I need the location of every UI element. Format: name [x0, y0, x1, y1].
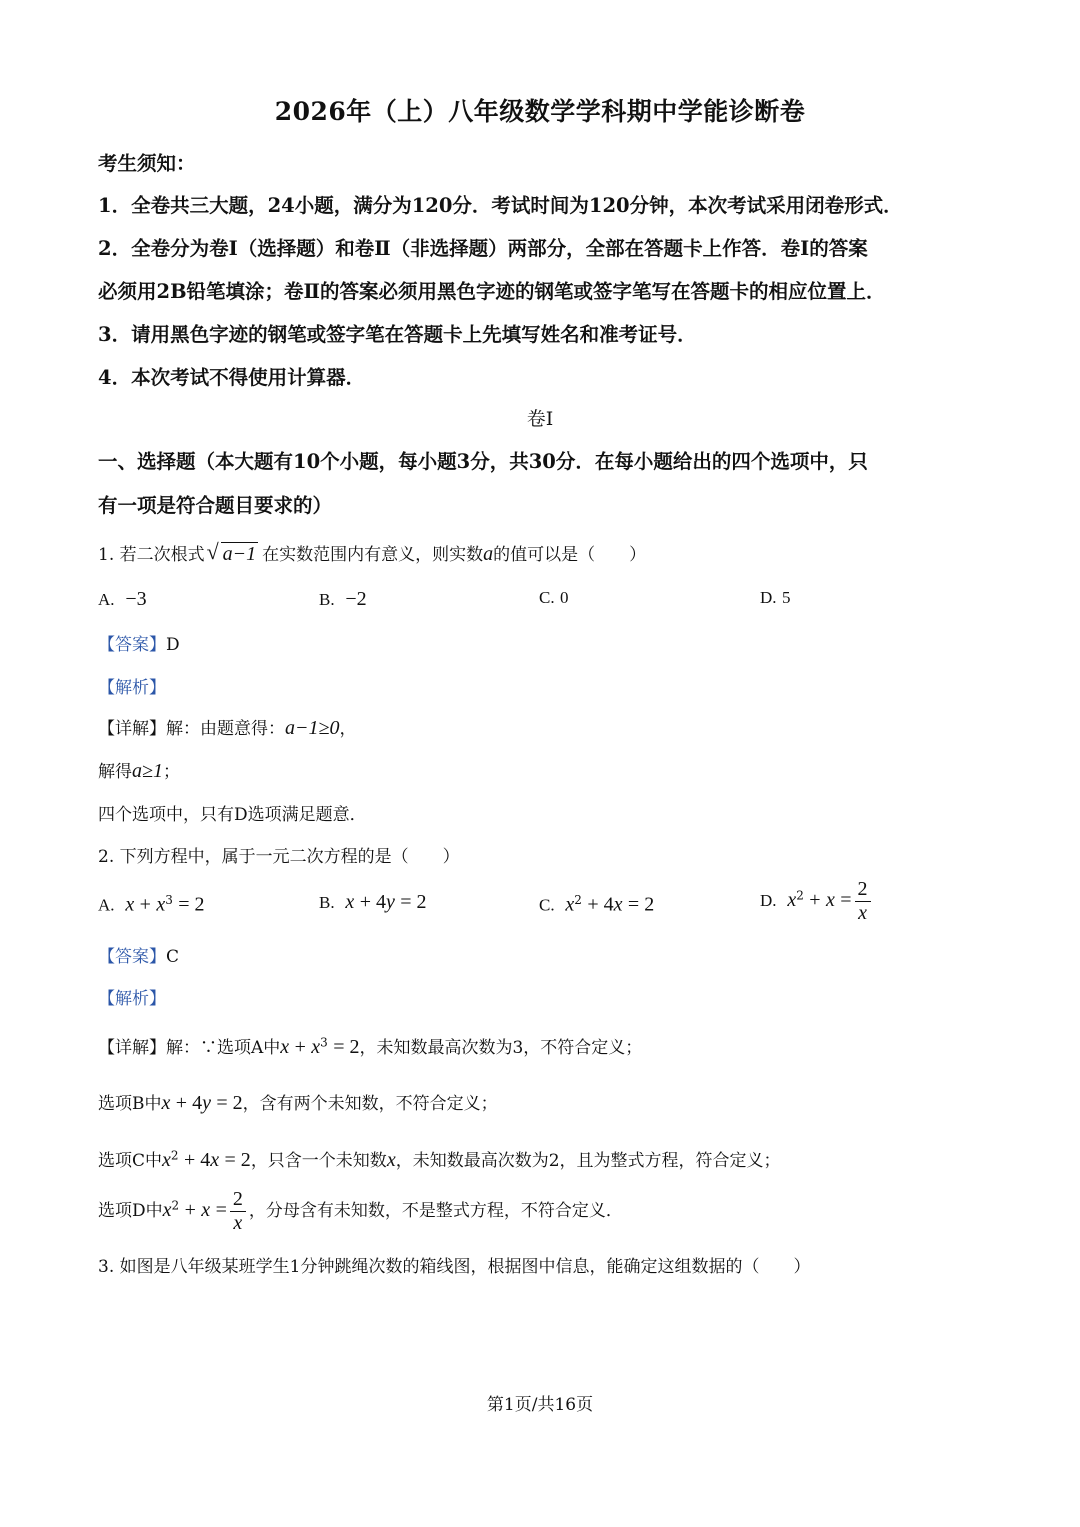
page-title: 2026年（上）八年级数学学科期中学能诊断卷 — [274, 97, 806, 126]
q1-answer: 【答案】D — [98, 635, 180, 655]
q1-var: a — [483, 543, 494, 565]
q2-detail-d: 选项D中$x^2 + x$ = $\frac{2}{x}$ ，分母含有未知数，不是整式方程，不符合定义． — [98, 1188, 623, 1234]
q1-stem-a: 1. 若二次根式 — [98, 545, 205, 565]
q2-answer: 【答案】C — [98, 947, 180, 967]
q1-option-b: B. −2 — [319, 588, 367, 610]
q1-detail-3: 四个选项中，只有D选项满足题意． — [98, 805, 367, 825]
q2-option-c: C. $x^2 + 4x = 2$ — [539, 893, 655, 916]
q2-detail-c: 选项C中$x^2 + 4x = 2$，只含一个未知数x，未知数最高次数为2，且为整式方程，符合定义； — [98, 1148, 781, 1171]
radicand: a−1 — [222, 543, 257, 565]
q2-option-b: B. x + 4y = 2 — [319, 891, 427, 913]
notice-item-2-cont: 必须用2B铅笔填涂；卷Ⅱ的答案必须用黑色字迹的钢笔或签字笔写在答题卡的相应位置上． — [98, 280, 886, 303]
q2-option-d: D. $x^2 + x$ = $\frac{2}{x}$ — [760, 878, 874, 925]
page-footer: 第1页/共16页 — [486, 1395, 594, 1415]
q2-analysis-tag: 【解析】 — [98, 989, 166, 1009]
section-heading-2: 有一项是符合题目要求的） — [98, 494, 333, 517]
sqrt-expression — [209, 543, 259, 566]
q1-option-a: A. −3 — [98, 588, 147, 610]
notice-item-3: 3．请用黑色字迹的钢笔或签字笔在答题卡上先填写姓名和准考证号． — [98, 323, 697, 346]
section-title: 卷Ⅰ — [526, 408, 554, 430]
notice-item-2: 2．全卷分为卷Ⅰ（选择题）和卷Ⅱ（非选择题）两部分，全部在答题卡上作答．卷Ⅰ的答案 — [98, 237, 868, 260]
q2-detail-b: 选项B中x + 4y = 2，含有两个未知数，不符合定义； — [98, 1092, 498, 1114]
question-2-stem: 2. 下列方程中，属于一元二次方程的是（ ） — [98, 847, 460, 867]
q1-detail: 【详解】解：由题意得：a−1≥0， — [98, 717, 357, 739]
q1-option-c: C. 0 — [539, 588, 569, 607]
question-1-stem — [98, 540, 646, 566]
notice-item-4: 4．本次考试不得使用计算器． — [98, 366, 366, 389]
q1-stem-b: 在实数范围内有意义，则实数 — [262, 545, 484, 565]
q1-option-d: D. 5 — [760, 588, 791, 607]
notice-item-1: 1．全卷共三大题，24小题，满分为120分．考试时间为120分钟，本次考试采用闭卷形式． — [98, 194, 903, 217]
q2-option-a: A. $x + x^3 = 2$ — [98, 893, 205, 916]
question-3-stem: 3. 如图是八年级某班学生1分钟跳绳次数的箱线图，根据图中信息，能确定这组数据的（ ） — [98, 1257, 811, 1277]
q2-detail-a: 【详解】解：∵选项A中$x + x^3 = 2$，未知数最高次数为3，不符合定义； — [98, 1035, 643, 1058]
q1-stem-c: 的值可以是（ ） — [493, 545, 647, 565]
section-heading-1: 一、选择题（本大题有10个小题，每小题3分，共30分．在每小题给出的四个选项中，只 — [98, 450, 868, 473]
notice-heading: 考生须知： — [98, 152, 196, 175]
q1-analysis-tag: 【解析】 — [98, 678, 166, 698]
q1-detail-2: 解得a≥1； — [98, 760, 180, 782]
